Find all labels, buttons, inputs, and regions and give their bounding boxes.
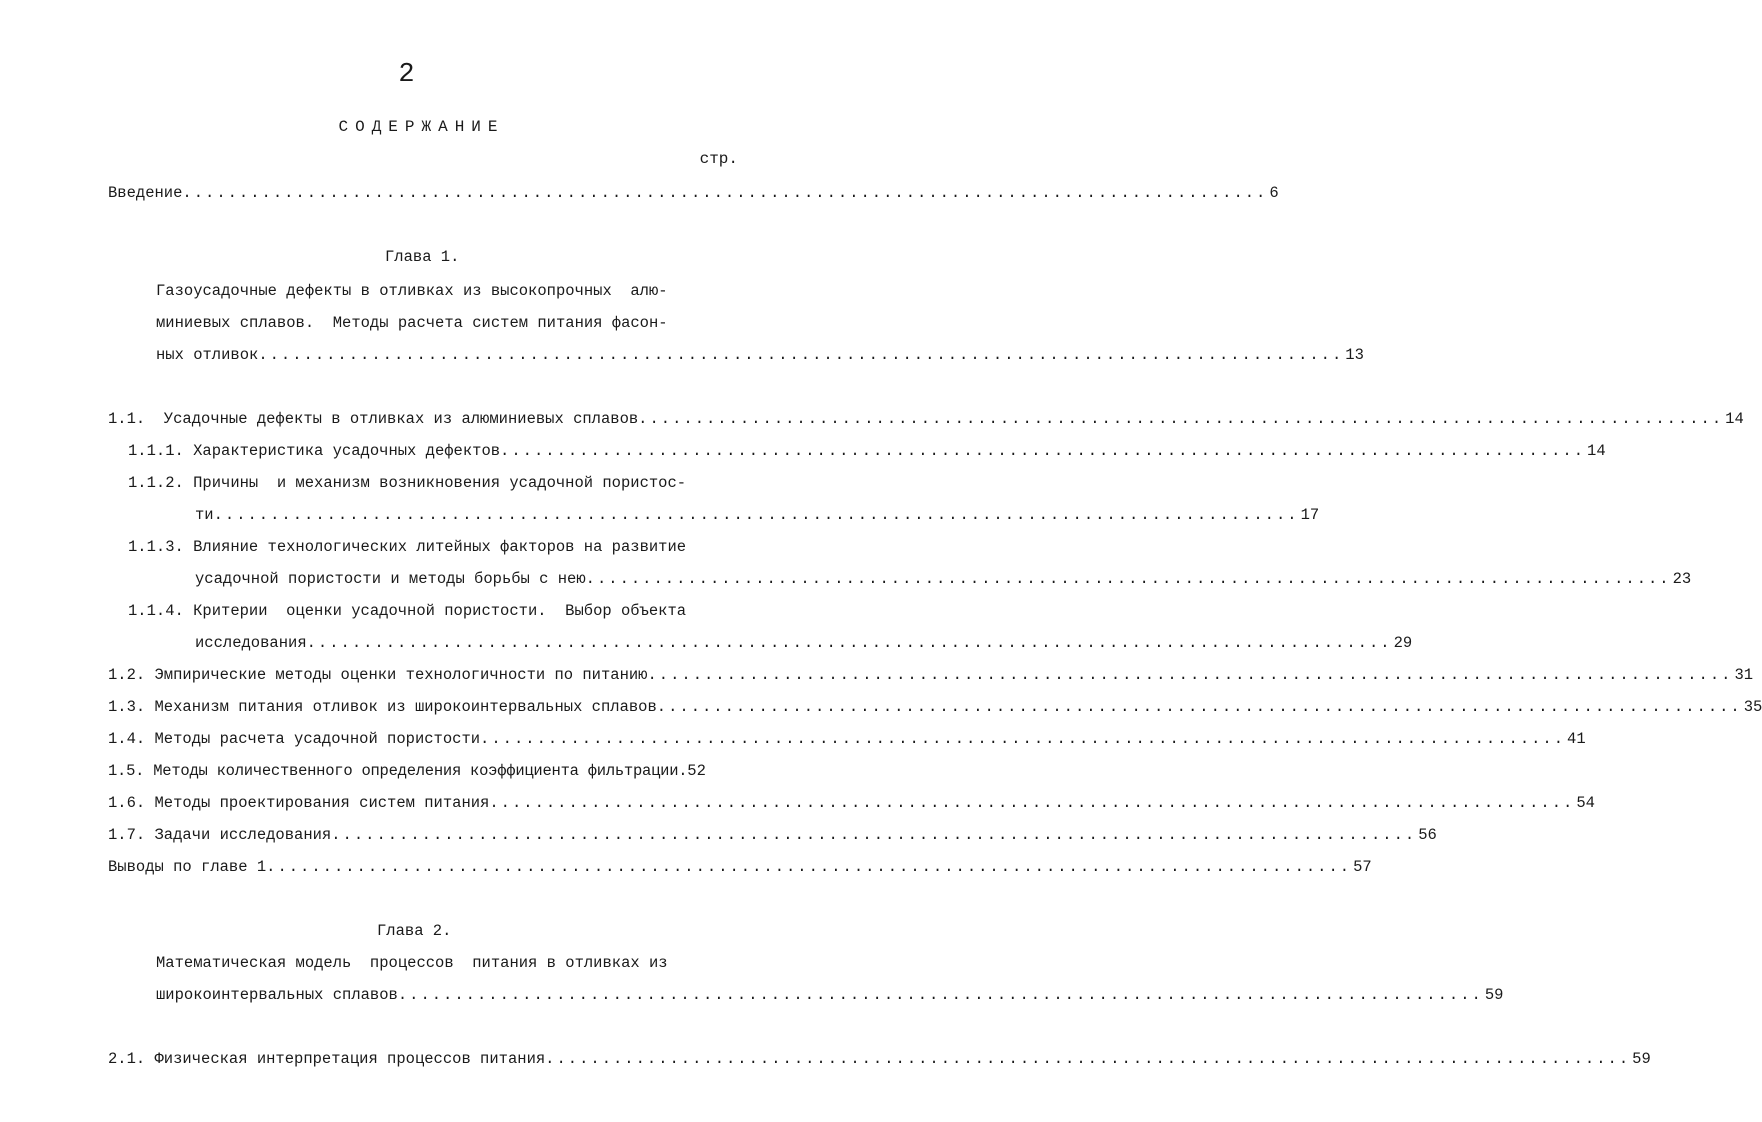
toc-entry-1-7 xyxy=(108,823,1437,847)
toc-entry-label: 1.5. Методы количественного определения коэффициента фильтрации. xyxy=(108,762,688,780)
leader-dots: ............................................................................................... xyxy=(193,184,1268,202)
toc-entry-label-cont: исследования. xyxy=(195,634,316,652)
toc-entry-label: 1.1.3. Влияние технологических литейных факторов на развитие xyxy=(128,538,687,556)
toc-entry-label-cont: усадочной пористости и методы борьбы с нею. xyxy=(195,570,595,588)
toc-entry-label: 1.1.1. Характеристика усадочных дефектов. xyxy=(128,442,510,460)
toc-entry-page: 13 xyxy=(1345,346,1364,364)
toc-entry-page: 6 xyxy=(1269,184,1279,202)
toc-entry-page: 35 xyxy=(1743,698,1762,716)
toc-entry-conclusions-1 xyxy=(108,855,1372,879)
toc-entry-page: 41 xyxy=(1567,730,1586,748)
chapter-2-title-line: Математическая модель процессов питания в отливках из xyxy=(156,954,668,972)
toc-entry-label: 1.7. Задачи исследования. xyxy=(108,826,341,844)
toc-entry-label: 1.6. Методы проектирования систем питания. xyxy=(108,794,499,812)
leader-dots: ............................................................................................... xyxy=(649,410,1724,428)
page-number: 2 xyxy=(398,60,415,90)
toc-entry-label-cont: ти. xyxy=(195,506,223,524)
toc-entry-1-1-4 xyxy=(195,631,1413,655)
toc-entry-page: 52 xyxy=(687,762,706,780)
toc-entry-label: 1.2. Эмпирические методы оценки технологичности по питанию. xyxy=(108,666,657,684)
toc-entry-page: 54 xyxy=(1576,794,1595,812)
toc-entry-page: 23 xyxy=(1672,570,1692,588)
toc-entry-page: 31 xyxy=(1734,666,1754,684)
page-column-label: стр. xyxy=(699,150,738,168)
leader-dots: ............................................................................................... xyxy=(224,506,1299,524)
page-title: СОДЕРЖАНИЕ xyxy=(338,118,505,136)
toc-entry-label: 1.1. Усадочные дефекты в отливках из алюминиевых сплавов. xyxy=(108,410,648,428)
leader-dots: ............................................................................................... xyxy=(317,634,1392,652)
toc-entry-label: 1.1.2. Причины и механизм возникновения усадочной пористос- xyxy=(128,474,687,492)
toc-entry-1-4 xyxy=(108,727,1586,751)
leader-dots: ............................................................................................... xyxy=(409,986,1483,1004)
toc-entry-label: 2.1. Физическая интерпретация процессов питания. xyxy=(108,1050,555,1068)
leader-dots: ............................................................................................... xyxy=(668,698,1742,716)
leader-dots: ............................................................................................... xyxy=(342,826,1417,844)
toc-entry-2-1 xyxy=(108,1047,1651,1071)
leader-dots: ............................................................................................... xyxy=(277,858,1352,876)
toc-entry-label: Выводы по главе 1. xyxy=(108,858,276,876)
toc-entry-page: 57 xyxy=(1353,858,1372,876)
toc-entry-page: 59 xyxy=(1632,1050,1651,1068)
leader-dots: ............................................................................................... xyxy=(556,1050,1631,1068)
toc-entry-1-1-1 xyxy=(128,439,1606,463)
chapter-2-heading: Глава 2. xyxy=(377,922,452,940)
toc-entry-page: 14 xyxy=(1587,442,1606,460)
toc-entry-label: 1.3. Механизм питания отливок из широкоинтервальных сплавов. xyxy=(108,698,667,716)
leader-dots: ............................................................................................... xyxy=(596,570,1671,588)
toc-entry-intro xyxy=(108,181,1279,205)
toc-entry-chapter-2 xyxy=(156,983,1504,1007)
toc-entry-1-1 xyxy=(108,407,1744,431)
leader-dots: ............................................................................................... xyxy=(500,794,1575,812)
toc-entry-page: 14 xyxy=(1725,410,1744,428)
toc-entry-1-1-3 xyxy=(195,567,1692,591)
leader-dots: ............................................................................................... xyxy=(658,666,1733,684)
toc-entry-label: 1.4. Методы расчета усадочной пористости. xyxy=(108,730,490,748)
chapter-1-title-line: миниевых сплавов. Методы расчета систем питания фасон- xyxy=(156,314,668,332)
toc-entry-page: 59 xyxy=(1484,986,1504,1004)
toc-entry-1-1-2 xyxy=(195,503,1320,527)
toc-entry-label: 1.1.4. Критерии оценки усадочной пористости. Выбор объекта xyxy=(128,602,687,620)
toc-entry-1-3 xyxy=(108,695,1762,719)
toc-entry-chapter-1 xyxy=(156,343,1364,367)
toc-entry-page: 56 xyxy=(1418,826,1437,844)
leader-dots: ............................................................................................... xyxy=(491,730,1566,748)
toc-entry-label: широкоинтервальных сплавов. xyxy=(156,986,408,1004)
toc-entry-label: Введение. xyxy=(108,184,192,202)
toc-entry-page: 29 xyxy=(1393,634,1413,652)
chapter-1-heading: Глава 1. xyxy=(385,248,460,266)
toc-entry-page: 17 xyxy=(1300,506,1320,524)
toc-entry-1-2 xyxy=(108,663,1754,687)
leader-dots: ............................................................................................... xyxy=(511,442,1586,460)
chapter-1-title-line: Газоусадочные дефекты в отливках из высокопрочных алю- xyxy=(156,282,668,300)
toc-entry-1-6 xyxy=(108,791,1595,815)
leader-dots: ............................................................................................... xyxy=(269,346,1344,364)
toc-entry-1-5 xyxy=(108,759,740,783)
toc-entry-label: ных отливок. xyxy=(156,346,268,364)
